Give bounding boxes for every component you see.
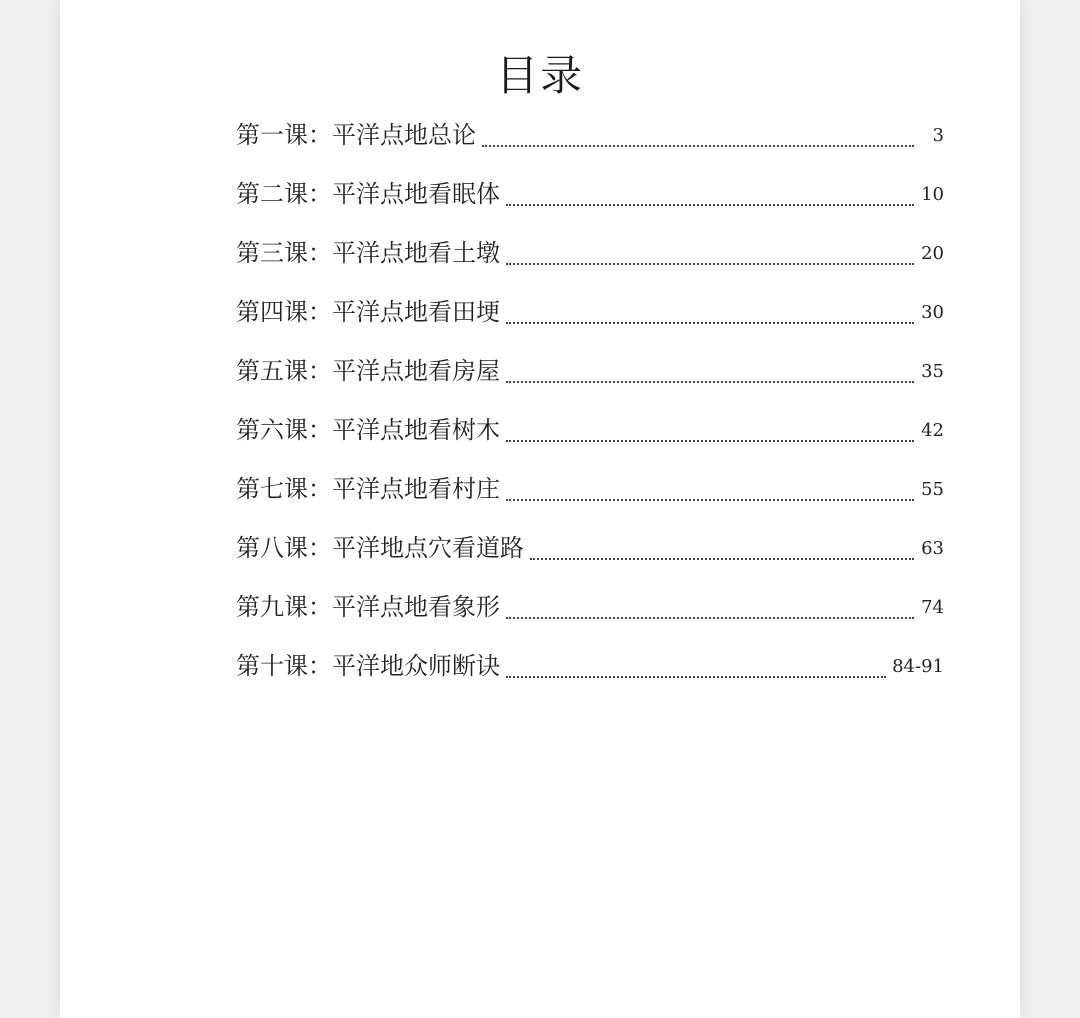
dot-leader (482, 145, 914, 147)
lesson-topic: 平洋地点穴看道路 (332, 534, 524, 562)
page-number: 55 (921, 479, 944, 500)
page-number: 42 (921, 420, 944, 441)
lesson-topic: 平洋点地看田埂 (332, 298, 500, 326)
lesson-topic: 平洋点地看土墩 (332, 239, 500, 267)
lesson-number: 第六课： (236, 416, 332, 444)
dot-leader (530, 558, 914, 560)
lesson-number: 第八课： (236, 534, 332, 562)
toc-entry (236, 519, 944, 578)
lesson-number: 第七课： (236, 475, 332, 503)
dot-leader (506, 499, 914, 501)
toc-entry (236, 224, 944, 283)
lesson-topic: 平洋点地总论 (332, 121, 476, 149)
table-of-contents (236, 106, 944, 696)
toc-entry (236, 637, 944, 696)
lesson-topic: 平洋点地看树木 (332, 416, 500, 444)
lesson-number: 第二课： (236, 180, 332, 208)
toc-entry (236, 106, 944, 165)
toc-entry (236, 283, 944, 342)
page-number: 35 (921, 361, 944, 382)
lesson-topic: 平洋点地看房屋 (332, 357, 500, 385)
page-number: 74 (921, 597, 944, 618)
toc-entry (236, 342, 944, 401)
dot-leader (506, 263, 914, 265)
page-number: 63 (921, 538, 944, 559)
dot-leader (506, 204, 914, 206)
dot-leader (506, 617, 914, 619)
toc-entry (236, 401, 944, 460)
lesson-number: 第九课： (236, 593, 332, 621)
dot-leader (506, 676, 886, 678)
document-page (60, 0, 1020, 1018)
lesson-number: 第四课： (236, 298, 332, 326)
lesson-number: 第一课： (236, 121, 332, 149)
lesson-topic: 平洋地众师断诀 (332, 652, 500, 680)
lesson-topic: 平洋点地看眠体 (332, 180, 500, 208)
page-number: 30 (921, 302, 944, 323)
page-number: 84-91 (892, 656, 944, 677)
dot-leader (506, 440, 914, 442)
toc-entry (236, 165, 944, 224)
lesson-topic: 平洋点地看象形 (332, 593, 500, 621)
page-title: 目录 (495, 51, 584, 100)
lesson-number: 第十课： (236, 652, 332, 680)
toc-entry (236, 578, 944, 637)
lesson-topic: 平洋点地看村庄 (332, 475, 500, 503)
toc-entry (236, 460, 944, 519)
page-number: 20 (921, 243, 944, 264)
dot-leader (506, 322, 914, 324)
lesson-number: 第三课： (236, 239, 332, 267)
dot-leader (506, 381, 914, 383)
page-number: 3 (932, 125, 944, 146)
lesson-number: 第五课： (236, 357, 332, 385)
page-number: 10 (921, 184, 944, 205)
